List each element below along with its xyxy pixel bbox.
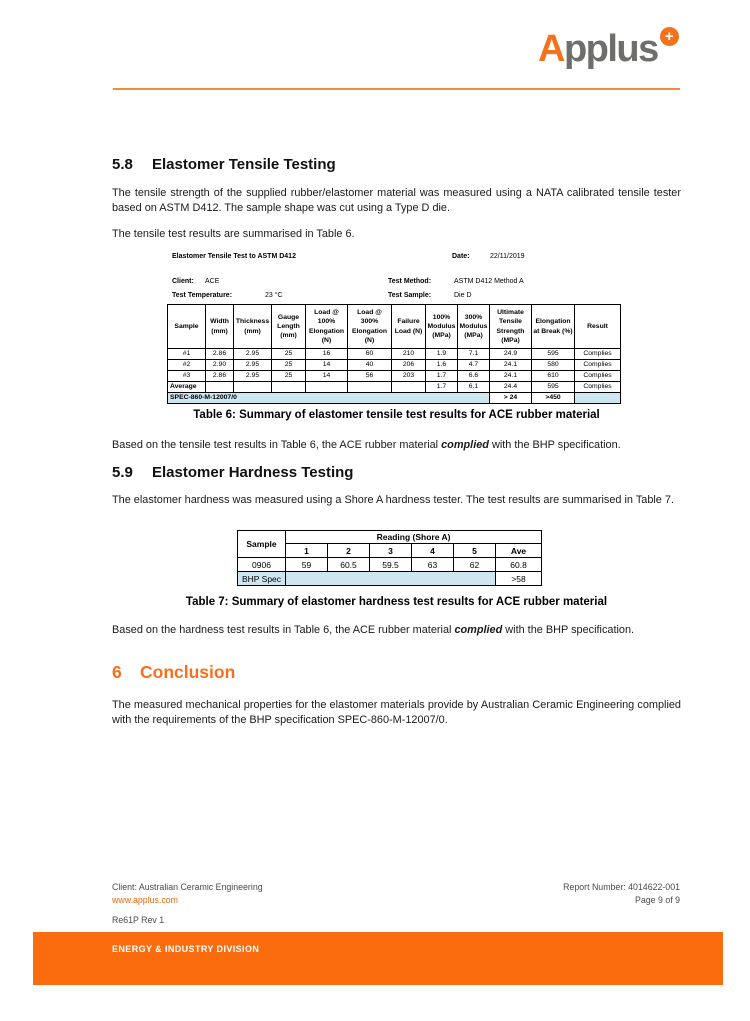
- division-banner-label: ENERGY & INDUSTRY DIVISION: [112, 944, 260, 954]
- spec-uts-limit: > 24: [490, 393, 532, 404]
- column-header: Width (mm): [206, 305, 234, 349]
- table-cell: 25: [272, 371, 306, 382]
- table-cell: #3: [168, 371, 206, 382]
- table-cell: 6.6: [458, 371, 490, 382]
- table-cell: 206: [392, 360, 426, 371]
- table-cell: 210: [392, 349, 426, 360]
- column-header: Thickness (mm): [234, 305, 272, 349]
- table-cell: 610: [532, 371, 575, 382]
- section-number: 5.9: [112, 464, 133, 481]
- table-cell: 203: [392, 371, 426, 382]
- table-header-row: [168, 305, 621, 349]
- section-title: Elastomer Tensile Testing: [152, 156, 336, 173]
- table-cell: 1.7: [426, 371, 458, 382]
- table-6-caption: Table 6: Summary of elastomer tensile test results for ACE rubber material: [193, 409, 600, 421]
- column-header: Elongation at Break (%): [532, 305, 575, 349]
- table-header-row: [238, 531, 542, 544]
- column-header: Failure Load (N): [392, 305, 426, 349]
- table-cell: 595: [532, 349, 575, 360]
- test-sample-value: Die D: [454, 292, 472, 299]
- column-header: 2: [328, 544, 370, 558]
- footer-report-number: Report Number: 4014622-001: [563, 882, 680, 892]
- tensile-results-table: [167, 304, 621, 404]
- logo-letter-a: A: [538, 28, 564, 70]
- table-cell: 25: [272, 349, 306, 360]
- tensile-test-title: Elastomer Tensile Test to ASTM D412: [172, 253, 296, 260]
- paragraph-hardness-intro: The elastomer hardness was measured using a Shore A hardness tester. The test results are summarised in Table 7.: [112, 494, 674, 506]
- spec-empty-cell: [286, 572, 496, 586]
- section-heading-hardness: [112, 464, 353, 481]
- table-row: [168, 349, 621, 360]
- table-cell: 24.1: [490, 360, 532, 371]
- table-cell: 595: [532, 382, 575, 393]
- test-sample-label: Test Sample:: [388, 292, 432, 299]
- table-cell: [272, 382, 306, 393]
- footer-doc-rev: Re61P Rev 1: [112, 915, 165, 925]
- paragraph-tensile-summary: The tensile test results are summarised in Table 6.: [112, 228, 355, 240]
- table-cell: [234, 382, 272, 393]
- table-cell: 63: [412, 558, 454, 572]
- table-cell: 2.95: [234, 360, 272, 371]
- table-7-caption: Table 7: Summary of elastomer hardness test results for ACE rubber material: [185, 596, 608, 608]
- compliance-text: Based on the tensile test results in Table 6, the ACE rubber material: [112, 439, 442, 451]
- sample-id-cell: 0906: [238, 558, 286, 572]
- table-cell: [206, 382, 234, 393]
- applus-logo: [538, 30, 679, 68]
- table-cell: 16: [306, 349, 348, 360]
- spec-result-cell: [575, 393, 621, 404]
- date-value: 22/11/2019: [490, 253, 525, 260]
- footer-website-link[interactable]: www.applus.com: [112, 894, 179, 905]
- table-row: [168, 371, 621, 382]
- column-header: Ave: [496, 544, 542, 558]
- column-header: Result: [575, 305, 621, 349]
- table-cell: 2.95: [234, 349, 272, 360]
- table-cell: 60.5: [328, 558, 370, 572]
- section-number: 6: [112, 662, 122, 682]
- table-cell: 24.9: [490, 349, 532, 360]
- table-cell: 2.86: [206, 371, 234, 382]
- spec-label: SPEC-860-M-12007/0: [168, 393, 490, 404]
- plus-badge-icon: +: [660, 27, 679, 46]
- tensile-compliance-note: [112, 438, 681, 453]
- table-cell: [392, 382, 426, 393]
- compliance-text: with the BHP specification.: [488, 439, 621, 451]
- column-header: 5: [454, 544, 496, 558]
- table-cell: 1.6: [426, 360, 458, 371]
- table-cell: 40: [348, 360, 392, 371]
- table-cell: 6.1: [458, 382, 490, 393]
- section-heading-tensile: [112, 156, 336, 173]
- paragraph-tensile-intro: The tensile strength of the supplied rubber/elastomer material was measured using a NATA calibrated tensile tester based on ASTM D412. The sample shape was cut using a Type D die.: [112, 187, 681, 214]
- table-cell: 25: [272, 360, 306, 371]
- table-cell: 580: [532, 360, 575, 371]
- table-cell: 1.7: [426, 382, 458, 393]
- table-cell: Complies: [575, 382, 621, 393]
- column-header: Sample: [168, 305, 206, 349]
- table-cell: 4.7: [458, 360, 490, 371]
- conclusion-heading: [112, 662, 235, 683]
- section-title: Conclusion: [140, 662, 236, 682]
- table-cell: Complies: [575, 371, 621, 382]
- table-cell: 1.9: [426, 349, 458, 360]
- footer-page-number: Page 9 of 9: [635, 894, 680, 905]
- compliance-text: with the BHP specification.: [502, 624, 635, 636]
- column-header: Ultimate Tensile Strength (MPa): [490, 305, 532, 349]
- test-temperature-value: 23 °C: [265, 292, 283, 299]
- tensile-info-block: [168, 253, 620, 303]
- test-method-value: ASTM D412 Method A: [454, 278, 524, 285]
- average-label: Average: [168, 382, 206, 393]
- table-cell: 2.86: [206, 349, 234, 360]
- table-cell: Complies: [575, 360, 621, 371]
- section-number: 5.8: [112, 156, 133, 173]
- section-title: Elastomer Hardness Testing: [152, 464, 354, 481]
- reading-group-header: Reading (Shore A): [286, 531, 542, 544]
- footer-right: [563, 881, 680, 906]
- column-header: 4: [412, 544, 454, 558]
- table-cell: 24.1: [490, 371, 532, 382]
- table-cell: 2.95: [234, 371, 272, 382]
- table-cell: 60: [348, 349, 392, 360]
- column-header: Load @ 100% Elongation (N): [306, 305, 348, 349]
- table-cell: 14: [306, 360, 348, 371]
- table-row: [238, 558, 542, 572]
- complied-emphasis: complied: [441, 439, 489, 451]
- division-banner: [33, 932, 723, 985]
- table-spec-row: [238, 572, 542, 586]
- table-spec-row: [168, 393, 621, 404]
- column-header: 300% Modulus (MPa): [458, 305, 490, 349]
- table-cell: #2: [168, 360, 206, 371]
- table-cell: 59.5: [370, 558, 412, 572]
- table-cell: 56: [348, 371, 392, 382]
- footer-client: Client: Australian Ceramic Engineering: [112, 882, 263, 892]
- table-cell: 59: [286, 558, 328, 572]
- hardness-compliance-note: [112, 623, 681, 638]
- table-cell: 2.90: [206, 360, 234, 371]
- complied-emphasis: complied: [454, 624, 503, 636]
- table-average-row: [168, 382, 621, 393]
- spec-label: BHP Spec: [238, 572, 286, 586]
- paragraph-conclusion: The measured mechanical properties for the elastomer materials provide by Australian Ceramic Engineering complied with the requirements of the BHP specification SPEC-860-M-12007/0.: [112, 699, 681, 726]
- table-cell: 14: [306, 371, 348, 382]
- hardness-results-table: [237, 530, 542, 586]
- table-cell: Complies: [575, 349, 621, 360]
- header-rule: [113, 88, 680, 90]
- footer-left: [112, 881, 263, 906]
- table-cell: 24.4: [490, 382, 532, 393]
- compliance-text: Based on the hardness test results in Table 6, the ACE rubber material: [112, 624, 455, 636]
- table-cell: 7.1: [458, 349, 490, 360]
- spec-elongation-limit: >450: [532, 393, 575, 404]
- table-row: [168, 360, 621, 371]
- date-label: Date:: [452, 253, 470, 260]
- logo-letters-pplus: pplus: [563, 28, 658, 70]
- table-cell: 60.8: [496, 558, 542, 572]
- table-cell: 62: [454, 558, 496, 572]
- client-value: ACE: [205, 278, 220, 285]
- table-cell: #1: [168, 349, 206, 360]
- table-cell: [348, 382, 392, 393]
- test-method-label: Test Method:: [388, 278, 432, 285]
- table-cell: [306, 382, 348, 393]
- spec-hardness-limit: >58: [496, 572, 542, 586]
- column-header: 1: [286, 544, 328, 558]
- column-header: Gauge Length (mm): [272, 305, 306, 349]
- client-label: Client:: [172, 278, 194, 285]
- column-header: 100% Modulus (MPa): [426, 305, 458, 349]
- applus-logo-text: [538, 30, 658, 68]
- column-header: Load @ 300% Elongation (N): [348, 305, 392, 349]
- column-header: 3: [370, 544, 412, 558]
- sample-column-header: Sample: [238, 531, 286, 558]
- test-temperature-label: Test Temperature:: [172, 292, 233, 299]
